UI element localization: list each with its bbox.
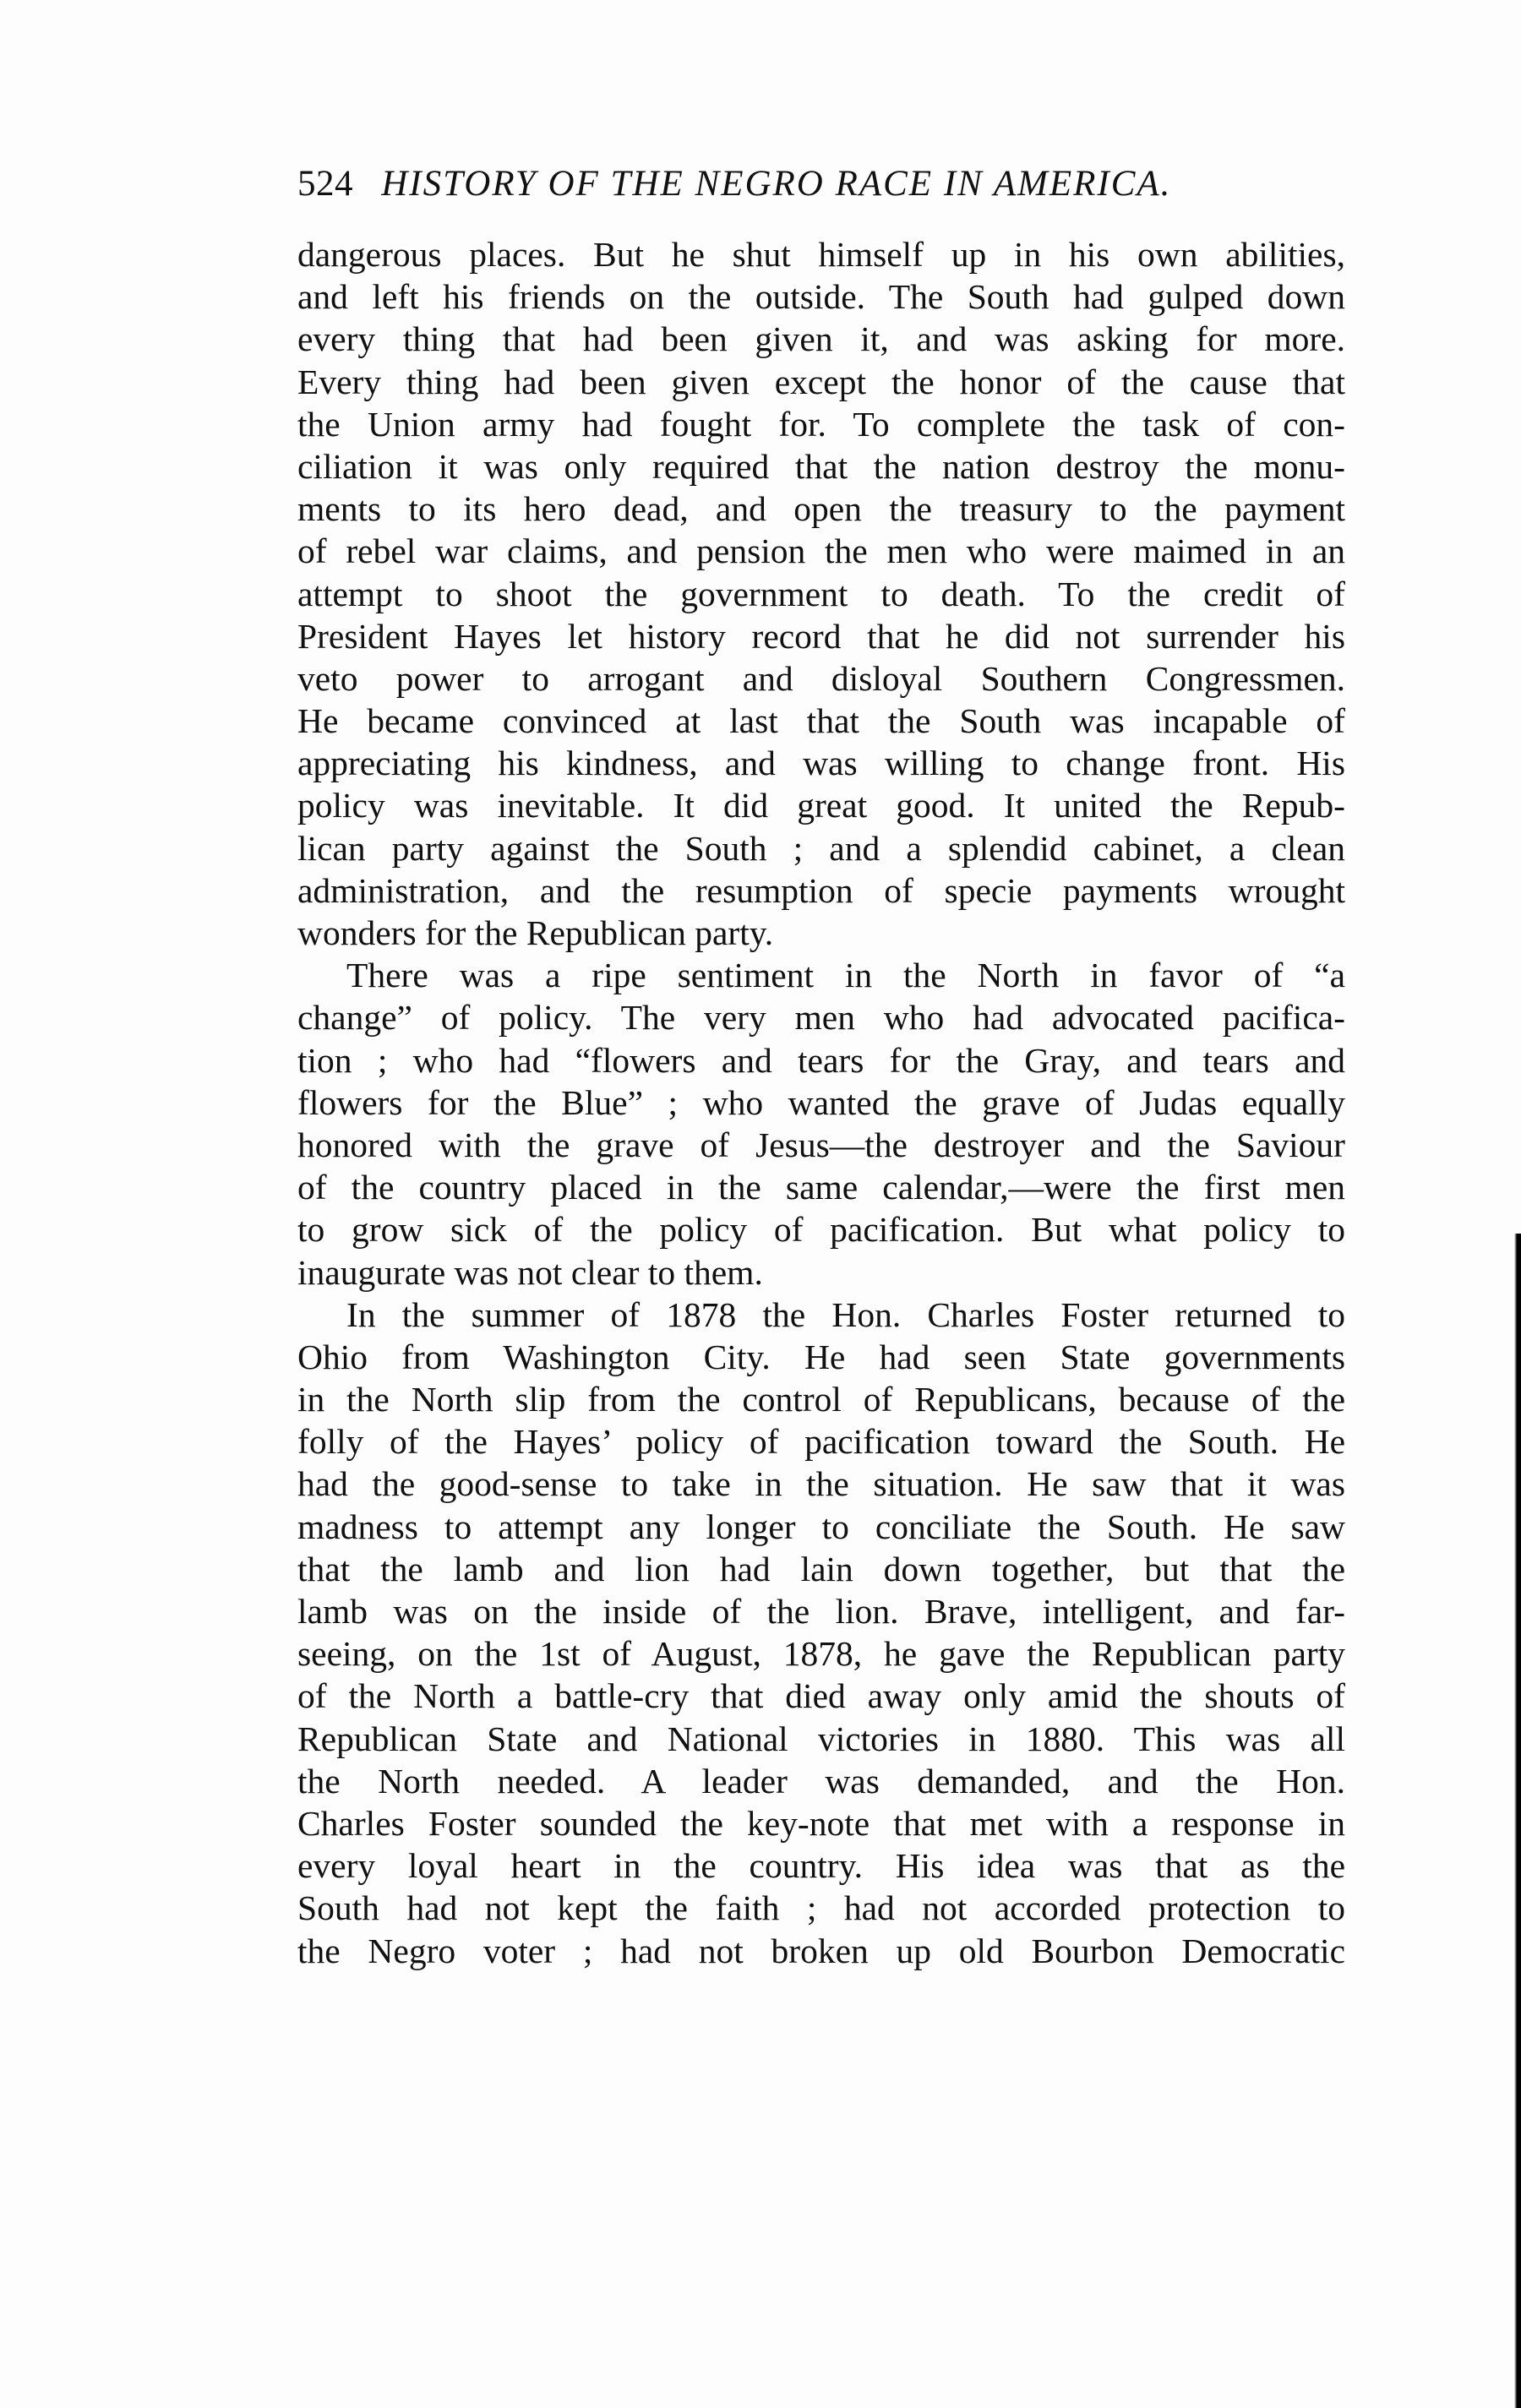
text-line: policy was inevitable. It did great good. It united the Repub-: [297, 786, 1345, 825]
text-line: change” of policy. The very men who had advocated pacifica-: [297, 998, 1345, 1038]
running-head: [297, 159, 1354, 210]
text-line: that the lamb and lion had lain down together, but that the: [297, 1549, 1345, 1588]
text-line: the Negro voter ; had not broken up old Bourbon Democratic: [297, 1931, 1345, 1970]
paragraph: [297, 1294, 1345, 1972]
text-line: He became convinced at last that the South was incapable of: [297, 701, 1345, 741]
text-line: ciliation it was only required that the nation destroy the monu-: [297, 446, 1345, 486]
text-line: Ohio from Washington City. He had seen State governments: [297, 1337, 1345, 1376]
text-line: attempt to shoot the government to death. To the credit of: [297, 574, 1345, 613]
scan-edge-line: [1518, 1234, 1520, 1504]
text-line: folly of the Hayes’ policy of pacification toward the South. He: [297, 1422, 1345, 1462]
text-line: the Union army had fought for. To complete the task of con-: [297, 404, 1345, 444]
text-line: South had not kept the faith ; had not accorded protection to: [297, 1888, 1345, 1928]
text-line: ments to its hero dead, and open the treasury to the payment: [297, 489, 1345, 529]
text-line: to grow sick of the policy of pacification. But what policy to: [297, 1210, 1345, 1250]
text-line: had the good-sense to take in the situation. He saw that it was: [297, 1464, 1345, 1504]
paragraph: [297, 233, 1345, 954]
text-line: Republican State and National victories in 1880. This was all: [297, 1719, 1345, 1758]
text-line: Charles Foster sounded the key-note that met with a response in: [297, 1803, 1345, 1843]
text-line: in the North slip from the control of Republicans, because of the: [297, 1380, 1345, 1419]
text-line: President Hayes let history record that he did not surrender his: [297, 616, 1345, 656]
text-line: lamb was on the inside of the lion. Brave, intelligent, and far-: [297, 1592, 1345, 1631]
text-line: inaugurate was not clear to them.: [297, 1252, 763, 1292]
text-line: In the summer of 1878 the Hon. Charles Foster returned to: [346, 1294, 1345, 1334]
body-text: [297, 233, 1345, 1972]
text-line: Every thing had been given except the honor of the cause that: [297, 362, 1345, 401]
paragraph: [297, 954, 1345, 1294]
text-line: dangerous places. But he shut himself up in his own abilities,: [297, 235, 1345, 274]
text-line: madness to attempt any longer to conciliate the South. He saw: [297, 1506, 1345, 1546]
text-line: administration, and the resumption of specie payments wrought: [297, 870, 1345, 910]
page-number: 524: [297, 164, 353, 204]
text-line: flowers for the Blue” ; who wanted the grave of Judas equally: [297, 1082, 1345, 1122]
text-line: of the North a battle-cry that died away only amid the shouts of: [297, 1676, 1345, 1716]
text-line: tion ; who had “flowers and tears for the Gray, and tears and: [297, 1040, 1345, 1080]
text-line: seeing, on the 1st of August, 1878, he gave the Republican party: [297, 1634, 1345, 1674]
text-line: lican party against the South ; and a splendid cabinet, a clean: [297, 828, 1345, 868]
text-line: of rebel war claims, and pension the men who were maimed in an: [297, 531, 1345, 571]
book-title: HISTORY OF THE NEGRO RACE IN AMERICA.: [381, 164, 1172, 204]
text-line: honored with the grave of Jesus—the destroyer and the Saviour: [297, 1125, 1345, 1164]
text-line: There was a ripe sentiment in the North in favor of “a: [346, 956, 1345, 995]
text-line: appreciating his kindness, and was willing to change front. His: [297, 744, 1345, 783]
text-line: and left his friends on the outside. The South had gulped down: [297, 277, 1345, 317]
text-line: wonders for the Republican party.: [297, 913, 774, 952]
text-line: veto power to arrogant and disloyal Southern Congressmen.: [297, 658, 1345, 698]
text-line: of the country placed in the same calendar,—were the first men: [297, 1168, 1345, 1207]
text-line: every thing that had been given it, and was asking for more.: [297, 319, 1345, 359]
text-line: every loyal heart in the country. His idea was that as the: [297, 1846, 1345, 1886]
text-line: the North needed. A leader was demanded, and the Hon.: [297, 1761, 1345, 1801]
